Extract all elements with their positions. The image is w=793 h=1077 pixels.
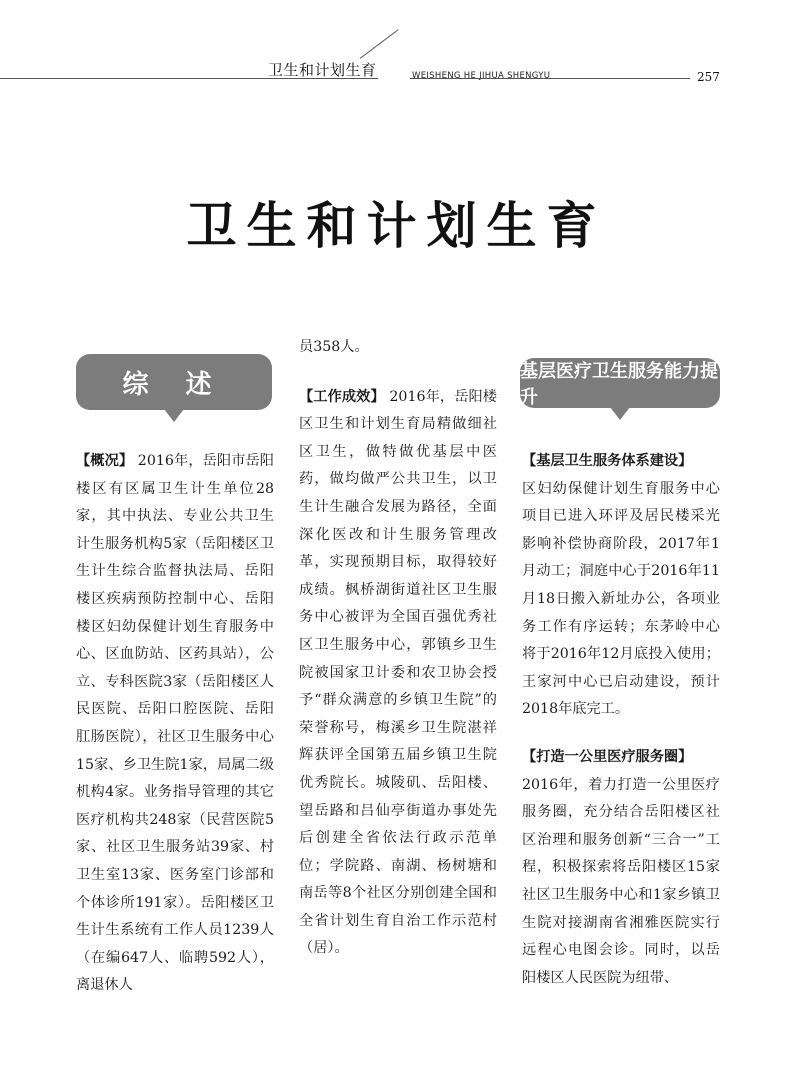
column-2 [299, 334, 497, 963]
speech-bubble-tail [164, 409, 184, 422]
overview-text: 2016年，岳阳市岳阳楼区有区属卫生计生单位28家，其中执法、专业公共卫生计生服务机构5家（岳阳楼区卫生计生综合监督执法局、岳阳楼区疾病预防控制中心、岳阳楼区妇幼保健计划生育服务中心、区血防站、区药具站），公立、专科医院3家（岳阳楼区人民医院、岳阳口腔医院、岳阳肛肠医院），社区卫生服务中心15家、乡卫生院1家，局属二级机构4家。业务指导管理的其它医疗机构共248家（民营医院5家、社区卫生服务站39家、村卫生室13家、医务室门诊部和个体诊所191家）。岳阳楼区卫生计生系统有工作人员1239人（在编647人、临聘592人），离退休人 [76, 453, 274, 994]
subsection-heading-service-circle: 【打造一公里医疗服务圈】 [522, 748, 693, 765]
column-3 [522, 448, 720, 992]
section-heading-overview [76, 354, 272, 410]
overview-tag: 【概况】 [76, 453, 134, 469]
column-1 [76, 448, 274, 1000]
header-section-title: 卫生和计划生育 [268, 61, 377, 79]
page-number: 257 [697, 70, 720, 84]
running-header [0, 0, 793, 100]
overview-paragraph [76, 448, 274, 1000]
continued-paragraph: 员358人。 [299, 339, 369, 355]
achievements-paragraph [299, 384, 497, 963]
section-heading-primary-care-label: 基层医疗卫生服务能力提升 [520, 361, 718, 408]
section-heading-primary-care [520, 358, 720, 408]
subsection-heading-system: 【基层卫生服务体系建设】 [522, 453, 693, 469]
header-rule-slash [360, 29, 399, 59]
chapter-title: 卫生和计划生育 [186, 196, 607, 255]
service-circle-paragraph: 2016年，着力打造一公里医疗服务圈，充分结合岳阳楼区社区治理和服务创新“三合一”工程，积极探索将岳阳楼区15家社区卫生服务中心和1家乡镇卫生院对接湖南省湘雅医院实行远程心电图会诊。同时，以岳阳楼区人民医院为纽带、 [522, 776, 720, 986]
section-heading-overview-label: 综 述 [122, 369, 226, 400]
achievements-text: 2016年，岳阳楼区卫生和计划生育局精做细社区卫生，做特做优基层中医药，做均做严公共卫生，以卫生计生融合发展为路径，全面深化医改和计生服务管理改革，实现预期目标，取得较好成绩。枫桥湖街道社区卫生服务中心被评为全国百强优秀社区卫生服务中心，郭镇乡卫生院被国家卫计委和农卫协会授予“群众满意的乡镇卫生院”的荣誉称号，梅溪乡卫生院湛祥辉获评全国第五届乡镇卫生院优秀院长。城陵矶、岳阳楼、望岳路和吕仙亭街道办事处先后创建全省依法行政示范单位；学院路、南湖、杨树塘和南岳等8个社区分别创建全国和全省计划生育自治工作示范村（居）。 [299, 388, 497, 957]
header-section-pinyin: WEISHENG HE JIHUA SHENGYU [412, 71, 551, 81]
system-paragraph: 区妇幼保健计划生育服务中心项目已进入环评及居民楼采光影响补偿协商阶段，2017年1月动工；洞庭中心于2016年11月18日搬入新址办公，各项业务工作有序运转；东茅岭中心将于2016年12月底投入使用；王家河中心已启动建设，预计2018年底完工。 [522, 480, 720, 718]
achievements-tag: 【工作成效】 [299, 388, 385, 405]
speech-bubble-tail [610, 407, 630, 420]
